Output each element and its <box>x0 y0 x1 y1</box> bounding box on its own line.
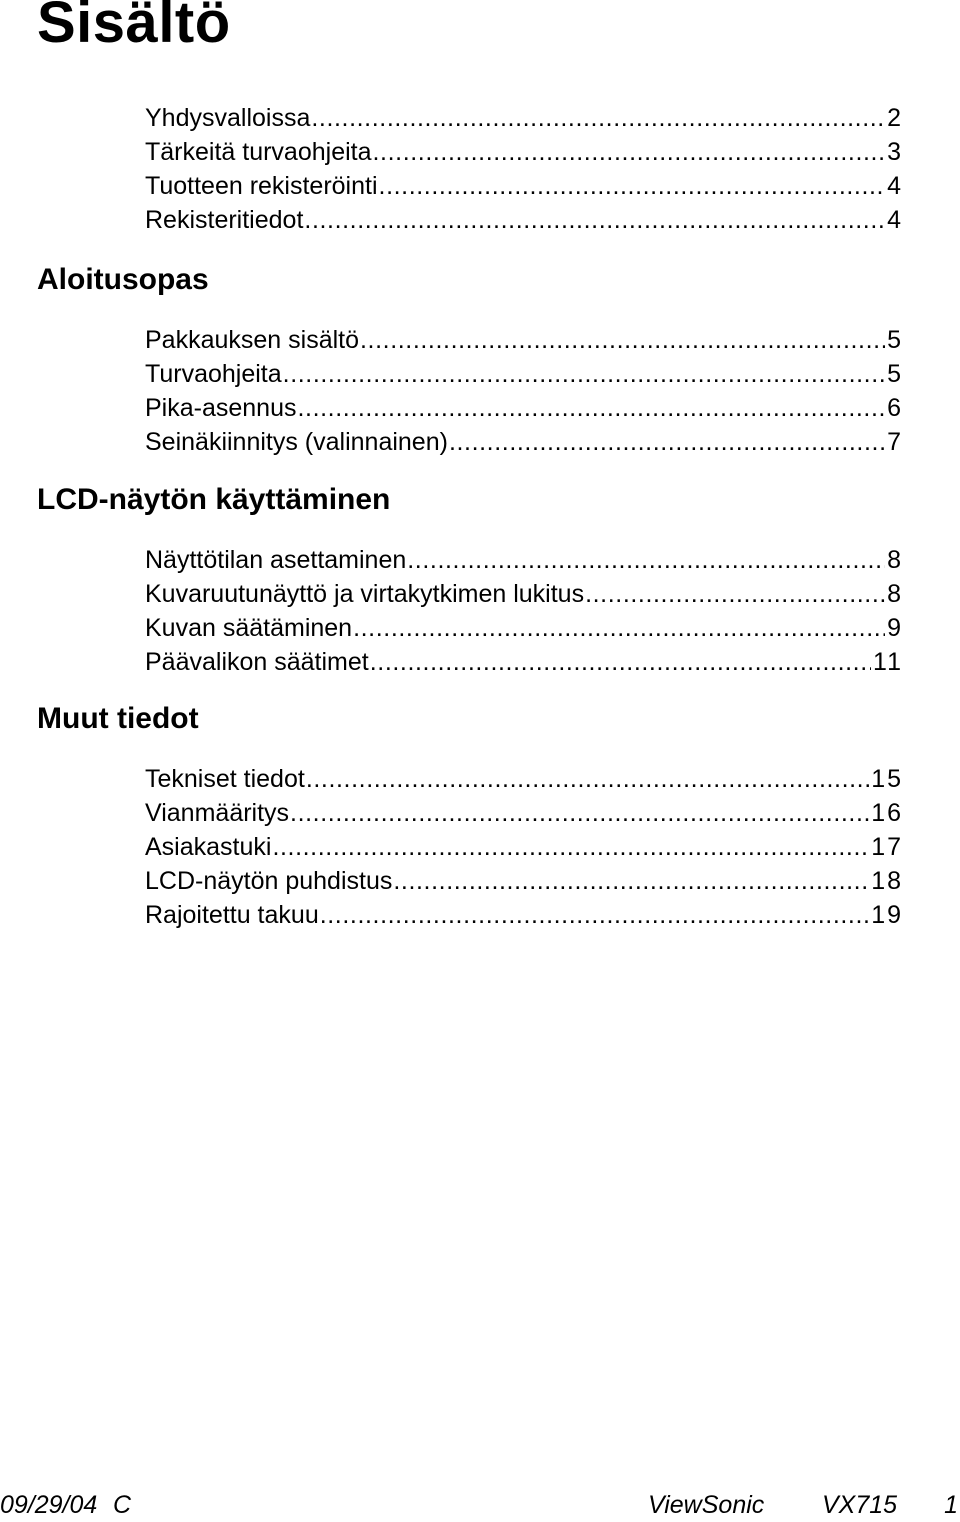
toc-entry-lcd-nayton-puhdistus[interactable] <box>145 864 901 898</box>
toc-entry-page: 4 <box>887 206 903 234</box>
toc-entry-label: Pakkauksen sisältö <box>145 326 360 354</box>
toc-dot-leader <box>290 796 869 830</box>
toc-entry-tuotteen-rekisterointi[interactable] <box>145 169 901 203</box>
toc-entry-page: 11 <box>873 648 903 676</box>
toc-entry-label: LCD-näytön puhdistus <box>145 867 393 895</box>
toc-entry-label: Päävalikon säätimet <box>145 648 369 676</box>
toc-entry-page: 15 <box>871 765 903 793</box>
toc-group-intro <box>145 101 901 237</box>
footer-date: 09/29/04 <box>0 1491 98 1519</box>
toc-dot-leader <box>379 169 886 203</box>
toc-dot-leader <box>407 543 885 577</box>
toc-entry-page: 9 <box>887 614 903 642</box>
toc-entry-page: 7 <box>887 428 903 456</box>
toc-entry-label: Tuotteen rekisteröinti <box>145 172 378 200</box>
toc-entry-label: Turvaohjeita <box>145 360 282 388</box>
toc-entry-pakkauksen-sisalto[interactable] <box>145 323 901 357</box>
toc-entry-page: 16 <box>871 799 903 827</box>
toc-entry-tekniset-tiedot[interactable] <box>145 762 901 796</box>
toc-group-aloitusopas <box>145 323 901 459</box>
toc-entry-rekisteritiedot[interactable] <box>145 203 901 237</box>
toc-entry-page: 5 <box>887 326 903 354</box>
toc-entry-page: 2 <box>887 104 903 132</box>
toc-entry-label: Tärkeitä turvaohjeita <box>145 138 372 166</box>
toc-entry-page: 8 <box>887 580 903 608</box>
toc-entry-label: Vianmääritys <box>145 799 290 827</box>
toc-entry-page: 19 <box>871 901 903 929</box>
toc-entry-tarkeita-turvaohjeita[interactable] <box>145 135 901 169</box>
toc-entry-label: Rekisteritiedot <box>145 206 304 234</box>
toc-entry-label: Kuvan säätäminen <box>145 614 353 642</box>
section-heading-muut-tiedot: Muut tiedot <box>37 702 199 735</box>
page-title: Sisältö <box>37 0 231 55</box>
footer-revision: C <box>113 1491 132 1519</box>
footer-brand: ViewSonic <box>648 1491 765 1519</box>
toc-entry-label: Rajoitettu takuu <box>145 901 319 929</box>
toc-dot-leader <box>393 864 869 898</box>
toc-entry-pika-asennus[interactable] <box>145 391 901 425</box>
toc-dot-leader <box>449 425 885 459</box>
toc-entry-label: Näyttötilan asettaminen <box>145 546 407 574</box>
toc-dot-leader <box>297 391 885 425</box>
toc-entry-page: 4 <box>887 172 903 200</box>
toc-dot-leader <box>306 762 869 796</box>
toc-dot-leader <box>320 898 869 932</box>
toc-dot-leader <box>272 830 869 864</box>
toc-entry-paavalikon-saatimet[interactable] <box>145 645 901 679</box>
toc-entry-label: Asiakastuki <box>145 833 272 861</box>
section-heading-lcd-naytön-kayttaminen: LCD-näytön käyttäminen <box>37 483 391 516</box>
toc-entry-label: Tekniset tiedot <box>145 765 305 793</box>
toc-dot-leader <box>370 645 871 679</box>
toc-entry-page: 6 <box>887 394 903 422</box>
toc-entry-page: 17 <box>871 833 903 861</box>
page-footer <box>0 1488 960 1522</box>
toc-entry-label: Pika-asennus <box>145 394 297 422</box>
toc-entry-kuvaruutunaytto[interactable] <box>145 577 901 611</box>
toc-dot-leader <box>283 357 885 391</box>
toc-entry-vianmaaritys[interactable] <box>145 796 901 830</box>
toc-entry-page: 5 <box>887 360 903 388</box>
toc-entry-turvaohjeita[interactable] <box>145 357 901 391</box>
toc-entry-page: 8 <box>887 546 903 574</box>
section-heading-aloitusopas: Aloitusopas <box>37 263 209 296</box>
toc-group-muut-tiedot <box>145 762 901 932</box>
toc-entry-label: Seinäkiinnitys (valinnainen) <box>145 428 448 456</box>
toc-entry-asiakastuki[interactable] <box>145 830 901 864</box>
toc-entry-yhdysvalloissa[interactable] <box>145 101 901 135</box>
toc-entry-page: 3 <box>887 138 903 166</box>
toc-dot-leader <box>353 611 885 645</box>
toc-entry-seinakiinnitys[interactable] <box>145 425 901 459</box>
toc-dot-leader <box>311 101 885 135</box>
toc-entry-nayttotilan-asettaminen[interactable] <box>145 543 901 577</box>
toc-dot-leader <box>585 577 885 611</box>
toc-entry-page: 18 <box>871 867 903 895</box>
toc-entry-label: Yhdysvalloissa <box>145 104 311 132</box>
toc-entry-label: Kuvaruutunäyttö ja virtakytkimen lukitus <box>145 580 585 608</box>
toc-entry-rajoitettu-takuu[interactable] <box>145 898 901 932</box>
footer-model: VX715 <box>822 1491 898 1519</box>
toc-entry-kuvan-saataminen[interactable] <box>145 611 901 645</box>
footer-page-number: 1 <box>944 1491 958 1519</box>
toc-group-lcd-kayttaminen <box>145 543 901 679</box>
toc-dot-leader <box>304 203 885 237</box>
toc-dot-leader <box>360 323 885 357</box>
toc-dot-leader <box>373 135 886 169</box>
